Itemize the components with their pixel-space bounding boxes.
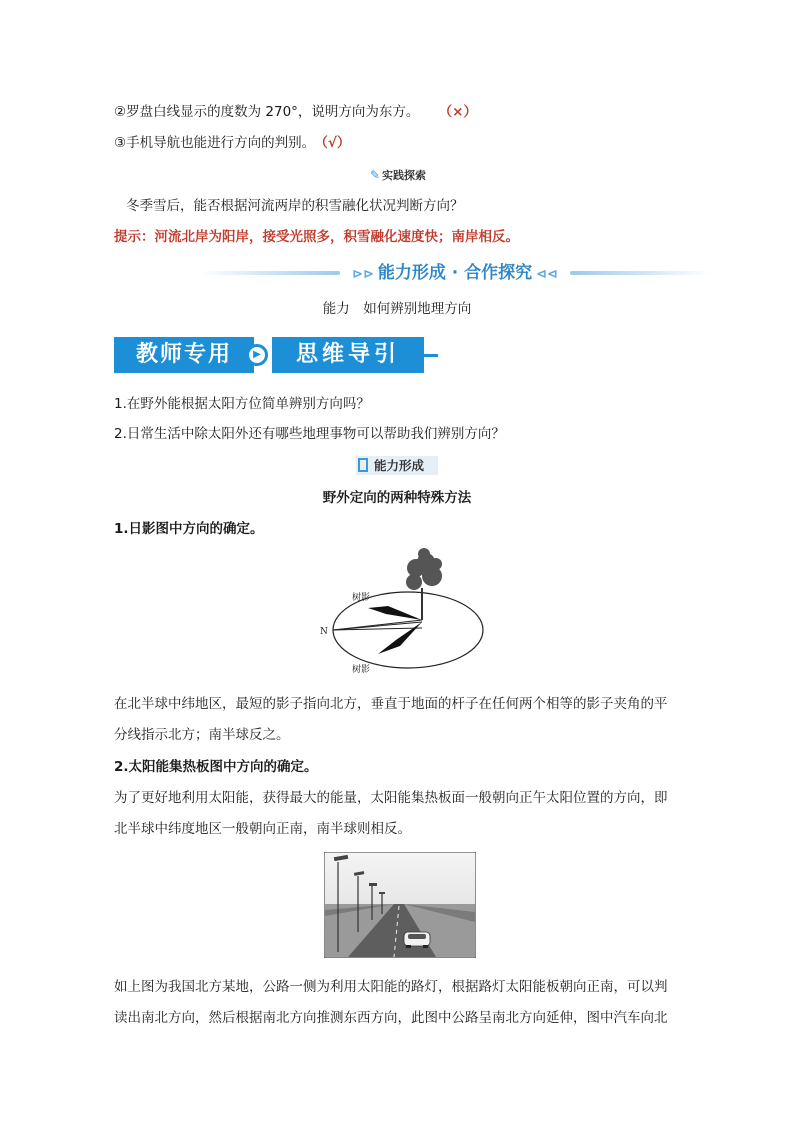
method-2-para-line-2: 北半球中纬度地区一般朝向正南，南半球则相反。	[114, 821, 411, 837]
section-banner	[200, 261, 710, 285]
item-2-text: ②罗盘白线显示的度数为 270°，说明方向为东方。	[114, 104, 420, 120]
method-2-para2-line-2: 读出南北方向，然后根据南北方向推测东西方向，此图中公路呈南北方向延伸，图中汽车向北	[114, 1010, 668, 1026]
ability-title: 能力 如何辨别地理方向	[322, 301, 472, 317]
form-tag-label: 能力形成	[374, 458, 425, 473]
method-2-para-line-1: 为了更好地利用太阳能，获得最大的能量，太阳能集热板面一般朝向正午太阳位置的方向，即	[114, 790, 668, 806]
item-3-text: ③手机导航也能进行方向的判别。	[114, 135, 316, 151]
header-tail-line	[420, 354, 438, 357]
item-3-mark: （√）	[321, 135, 351, 151]
method-1-para-line-1: 在北半球中纬地区，最短的影子指向北方，垂直于地面的杆子在任何两个相等的影子夹角的平	[114, 696, 668, 712]
banner-title-text: 能力形成 · 合作探究	[377, 263, 533, 283]
play-icon: ▶	[246, 344, 268, 366]
practice-tag	[364, 166, 432, 184]
teacher-header	[114, 337, 434, 375]
label-north: N	[320, 627, 328, 637]
method-1-para-line-2: 分线指示北方；南半球反之。	[114, 727, 290, 743]
car	[404, 932, 430, 948]
banner-title	[200, 261, 710, 287]
guide-question-1: 1.在野外能根据太阳方位简单辨别方向吗？	[114, 396, 370, 412]
double-arrow-left-icon: ⊲⊲	[536, 267, 558, 282]
shadow-upper	[368, 606, 422, 620]
guide-question-2: 2.日常生活中除太阳外还有哪些地理事物可以帮助我们辨别方向？	[114, 426, 505, 442]
ground-ellipse	[333, 592, 483, 668]
item-2-mark: （×）	[445, 104, 477, 120]
book-icon	[358, 458, 368, 472]
section-title: 野外定向的两种特殊方法	[322, 490, 472, 506]
shadow-lower	[378, 622, 422, 654]
teacher-header-left: 教师专用	[114, 337, 254, 373]
practice-hint: 提示：河流北岸为阳岸，接受光照多，积雪融化速度快；南岸相反。	[114, 229, 519, 245]
form-tag	[356, 456, 438, 475]
pen-icon: ✎	[369, 168, 381, 182]
tree-crown	[406, 548, 442, 590]
double-arrow-right-icon: ⊳⊳	[352, 267, 374, 282]
teacher-header-right: 思维导引	[272, 337, 424, 373]
practice-question: 冬季雪后，能否根据河流两岸的积雪融化状况判断方向？	[126, 198, 464, 214]
label-tree-shadow-bottom: 树影	[352, 665, 371, 675]
item-3	[114, 133, 350, 153]
label-tree-shadow-top: 树影	[352, 593, 371, 603]
method-1-heading: 1.日影图中方向的确定。	[114, 521, 264, 537]
method-2-para2-line-1: 如上图为我国北方某地，公路一侧为利用太阳能的路灯，根据路灯太阳能板朝向正南，可以判	[114, 979, 668, 995]
practice-tag-label: 实践探索	[382, 169, 427, 182]
tree-shadow-figure	[318, 548, 488, 678]
method-2-heading: 2.太阳能集热板图中方向的确定。	[114, 759, 318, 775]
solar-road-photo	[324, 852, 476, 958]
item-2	[114, 102, 477, 122]
